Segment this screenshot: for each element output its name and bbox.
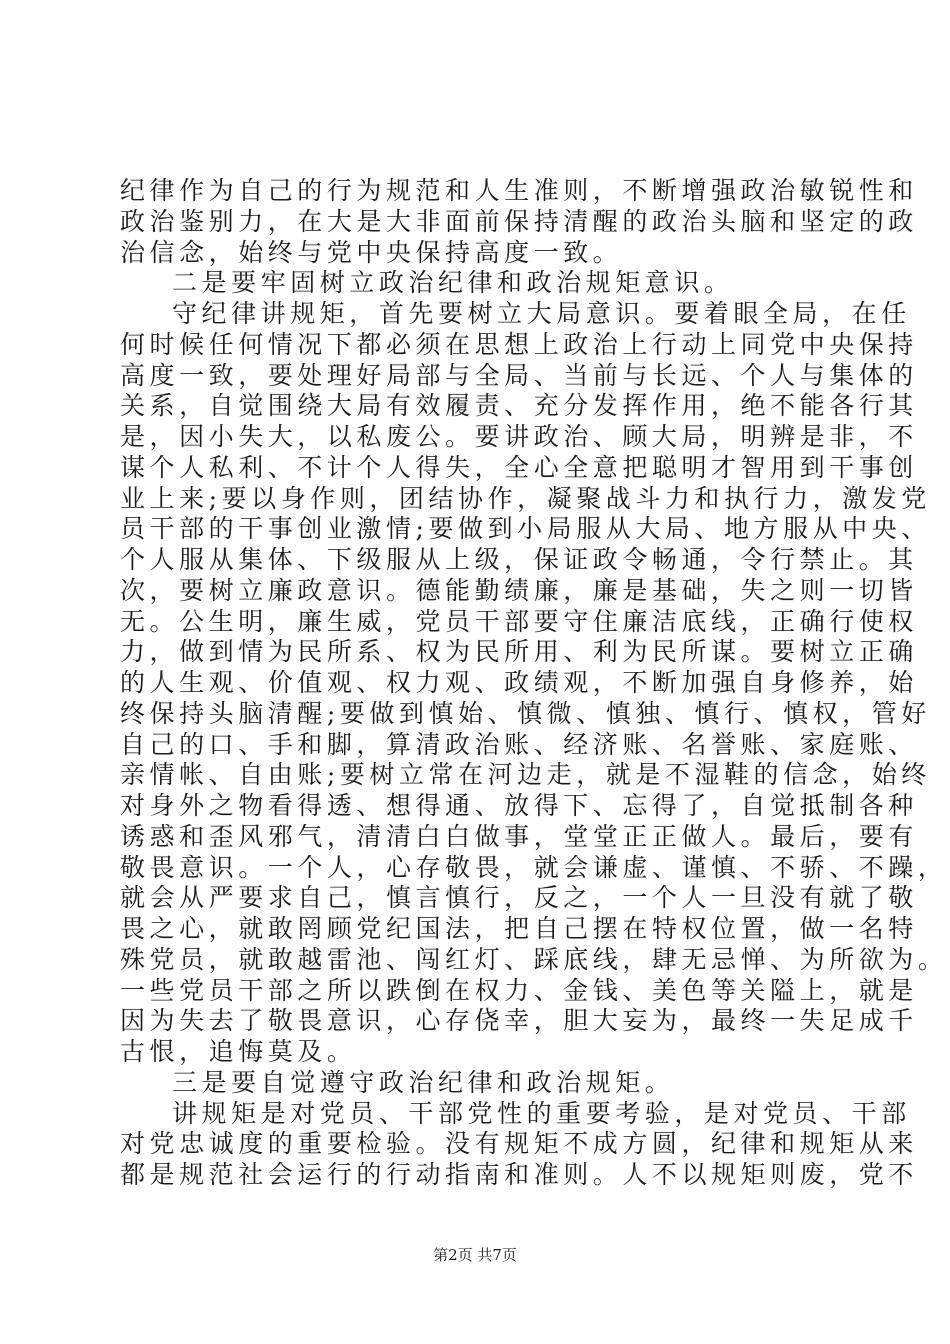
body-text-line: 都是规范社会运行的行动指南和准则。人不以规矩则废，党不 bbox=[120, 1160, 918, 1189]
body-text-line: 治信念，始终与党中央保持高度一致。 bbox=[120, 238, 623, 267]
body-text-line: 谋个人私利、不计个人得失，全心全意把聪明才智用到干事创 bbox=[120, 453, 918, 482]
body-text-line: 诱惑和歪风邪气，清清白白做事，堂堂正正做人。最后，要有 bbox=[120, 822, 918, 851]
body-text-line: 对党忠诚度的重要检验。没有规矩不成方圆，纪律和规矩从来 bbox=[120, 1129, 918, 1158]
body-text-line: 敬畏意识。一个人，心存敬畏，就会谦虚、谨慎、不骄、不躁， bbox=[120, 853, 948, 882]
body-text-line: 力，做到情为民所系、权为民所用、利为民所谋。要树立正确 bbox=[120, 637, 918, 666]
section-heading: 二是要牢固树立政治纪律和政治规矩意识。 bbox=[172, 268, 734, 297]
body-text-line: 一些党员干部之所以跌倒在权力、金钱、美色等关隘上，就是 bbox=[120, 976, 918, 1005]
body-text-line: 个人服从集体、下级服从上级，保证政令畅通，令行禁止。其 bbox=[120, 545, 918, 574]
body-text-line: 政治鉴别力，在大是大非面前保持清醒的政治头脑和坚定的政 bbox=[120, 207, 918, 236]
body-text-line: 畏之心，就敢罔顾党纪国法，把自己摆在特权位置，做一名特 bbox=[120, 914, 918, 943]
body-text-line: 业上来;要以身作则，团结协作，凝聚战斗力和执行力，激发党 bbox=[120, 484, 931, 513]
body-text-line: 殊党员，就敢越雷池、闯红灯、踩底线，肆无忌惮、为所欲为。 bbox=[120, 945, 948, 974]
body-text-line: 古恨，追悔莫及。 bbox=[120, 1037, 357, 1066]
body-text-line: 员干部的干事创业激情;要做到小局服从大局、地方服从中央、 bbox=[120, 514, 931, 543]
body-text-line: 因为失去了敬畏意识，心存侥幸，胆大妄为，最终一失足成千 bbox=[120, 1006, 918, 1035]
body-text-line: 何时候任何情况下都必须在思想上政治上行动上同党中央保持 bbox=[120, 330, 918, 359]
body-text-line: 是，因小失大，以私废公。要讲政治、顾大局，明辨是非，不 bbox=[120, 422, 918, 451]
section-heading: 三是要自觉遵守政治纪律和政治规矩。 bbox=[172, 1068, 675, 1097]
body-text-line: 无。公生明，廉生威，党员干部要守住廉洁底线，正确行使权 bbox=[120, 607, 918, 636]
body-text-line: 终保持头脑清醒;要做到慎始、慎微、慎独、慎行、慎权，管好 bbox=[120, 699, 931, 728]
body-text-line: 次，要树立廉政意识。德能勤绩廉，廉是基础，失之则一切皆 bbox=[120, 576, 918, 605]
page-number-footer: 第2页 共7页 bbox=[433, 1246, 517, 1264]
body-text-line: 守纪律讲规矩，首先要树立大局意识。要着眼全局，在任 bbox=[172, 299, 911, 328]
body-text-line: 自己的口、手和脚，算清政治账、经济账、名誉账、家庭账、 bbox=[120, 730, 918, 759]
body-text-line: 的人生观、价值观、权力观、政绩观，不断加强自身修养，始 bbox=[120, 668, 918, 697]
body-text-line: 就会从严要求自己，慎言慎行，反之，一个人一旦没有就了敬 bbox=[120, 883, 918, 912]
body-text-line: 高度一致，要处理好局部与全局、当前与长远、个人与集体的 bbox=[120, 361, 918, 390]
body-text-line: 关系，自觉围绕大局有效履责、充分发挥作用，绝不能各行其 bbox=[120, 391, 918, 420]
body-text-line: 对身外之物看得透、想得通、放得下、忘得了，自觉抵制各种 bbox=[120, 791, 918, 820]
body-text-line: 纪律作为自己的行为规范和人生准则，不断增强政治敏锐性和 bbox=[120, 176, 918, 205]
body-text-line: 亲情帐、自由账;要树立常在河边走，就是不湿鞋的信念，始终 bbox=[120, 760, 931, 789]
body-text-line: 讲规矩是对党员、干部党性的重要考验，是对党员、干部 bbox=[172, 1099, 911, 1128]
